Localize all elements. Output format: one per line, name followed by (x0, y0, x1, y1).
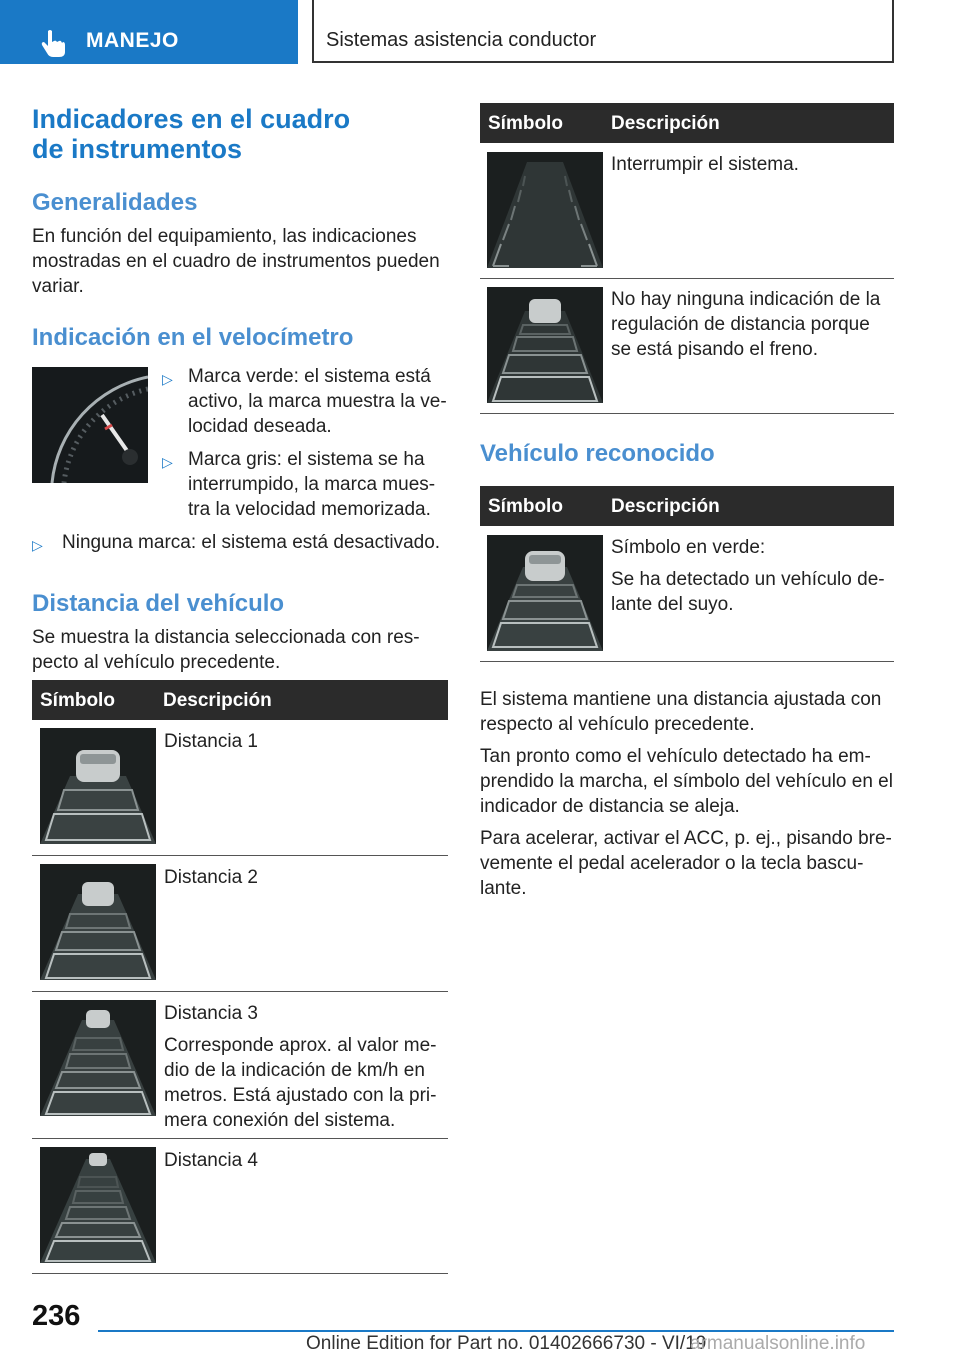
vehicle-detected-text: Símbolo en verde: Se ha detectado un vehículo de- lante del suyo. (611, 537, 885, 615)
distance-3-image (40, 1000, 156, 1116)
vehicle-detected-image (487, 535, 603, 651)
distance-4-image (40, 1147, 156, 1263)
bullet-marca-verde: ▷ Marca verde: el sistema está activo, la marca muestra la ve- locidad deseada. (162, 366, 447, 437)
row-divider (32, 1273, 448, 1274)
system-table-header: Símbolo Descripción (480, 103, 894, 143)
row-divider (32, 1138, 448, 1139)
chapter-title: Sistemas asistencia conductor (326, 29, 597, 51)
watermark: armanualsonline.info (690, 1333, 866, 1354)
system-interrupted-text: Interrumpir el sistema. (611, 154, 799, 175)
distance-4-text: Distancia 4 (164, 1150, 258, 1171)
vehicle-table-header: Símbolo Descripción (480, 486, 894, 526)
paragraph-acelerar: Para acelerar, activar el ACC, p. ej., pisando bre- vemente el pedal acelerador o la tecla bascu- lante. (480, 828, 892, 899)
row-divider (480, 661, 894, 662)
distance-2-text: Distancia 2 (164, 867, 258, 888)
distance-2-image (40, 864, 156, 980)
distancia-text: Se muestra la distancia seleccionada con res- pecto al vehículo precedente. (32, 627, 420, 673)
edition-text: Online Edition for Part no. 01402666730 - VI/19 (306, 1333, 707, 1354)
distance-table-header: Símbolo Descripción (32, 680, 448, 720)
generalidades-text: En función del equipamiento, las indicaciones mostradas en el cuadro de instrumentos pueden variar. (32, 226, 440, 297)
heading-vehiculo-reconocido: Vehículo reconocido (480, 440, 715, 467)
row-divider (480, 278, 894, 279)
heading-generalidades: Generalidades (32, 189, 198, 216)
row-divider (32, 991, 448, 992)
bullet-marca-gris: ▷ Marca gris: el sistema se ha interrumpido, la marca mues- tra la velocidad memorizada. (162, 449, 436, 520)
distance-1-image (40, 728, 156, 844)
row-divider (480, 413, 894, 414)
row-divider (32, 855, 448, 856)
triangle-bullet-icon: ▷ (162, 454, 173, 470)
paragraph-vehiculo-arranca: Tan pronto como el vehículo detectado ha em- prendido la marcha, el símbolo del vehículo en el indicador de distancia se aleja. (480, 746, 893, 817)
footer-rule (98, 1330, 894, 1332)
page-number: 236 (32, 1300, 81, 1332)
speedometer-image (32, 367, 148, 483)
section-title: MANEJO (86, 29, 179, 52)
section-tab (0, 0, 298, 64)
page-title: Indicadores en el cuadro de instrumentos (32, 104, 351, 164)
paragraph-distancia-ajustada: El sistema mantiene una distancia ajustada con respecto al vehículo precedente. (480, 689, 882, 735)
distance-1-text: Distancia 1 (164, 731, 258, 752)
triangle-bullet-icon: ▷ (32, 537, 43, 553)
heading-velocimetro: Indicación en el velocímetro (32, 324, 354, 351)
distance-3-text: Distancia 3 Corresponde aprox. al valor me- dio de la indicación de km/h en metros. Está ajustado con la pri- mera conexión del sistema. (164, 1003, 437, 1131)
heading-distancia: Distancia del vehículo (32, 590, 285, 617)
brake-pressed-text: No hay ninguna indicación de la regulación de distancia porque se está pisando el freno. (611, 289, 881, 360)
triangle-bullet-icon: ▷ (162, 371, 173, 387)
hand-pointer-icon (38, 28, 68, 58)
brake-pressed-image (487, 287, 603, 403)
chapter-tab (312, 0, 894, 63)
system-interrupted-image (487, 152, 603, 268)
bullet-ninguna-marca: ▷ Ninguna marca: el sistema está desactivado. (32, 530, 452, 555)
